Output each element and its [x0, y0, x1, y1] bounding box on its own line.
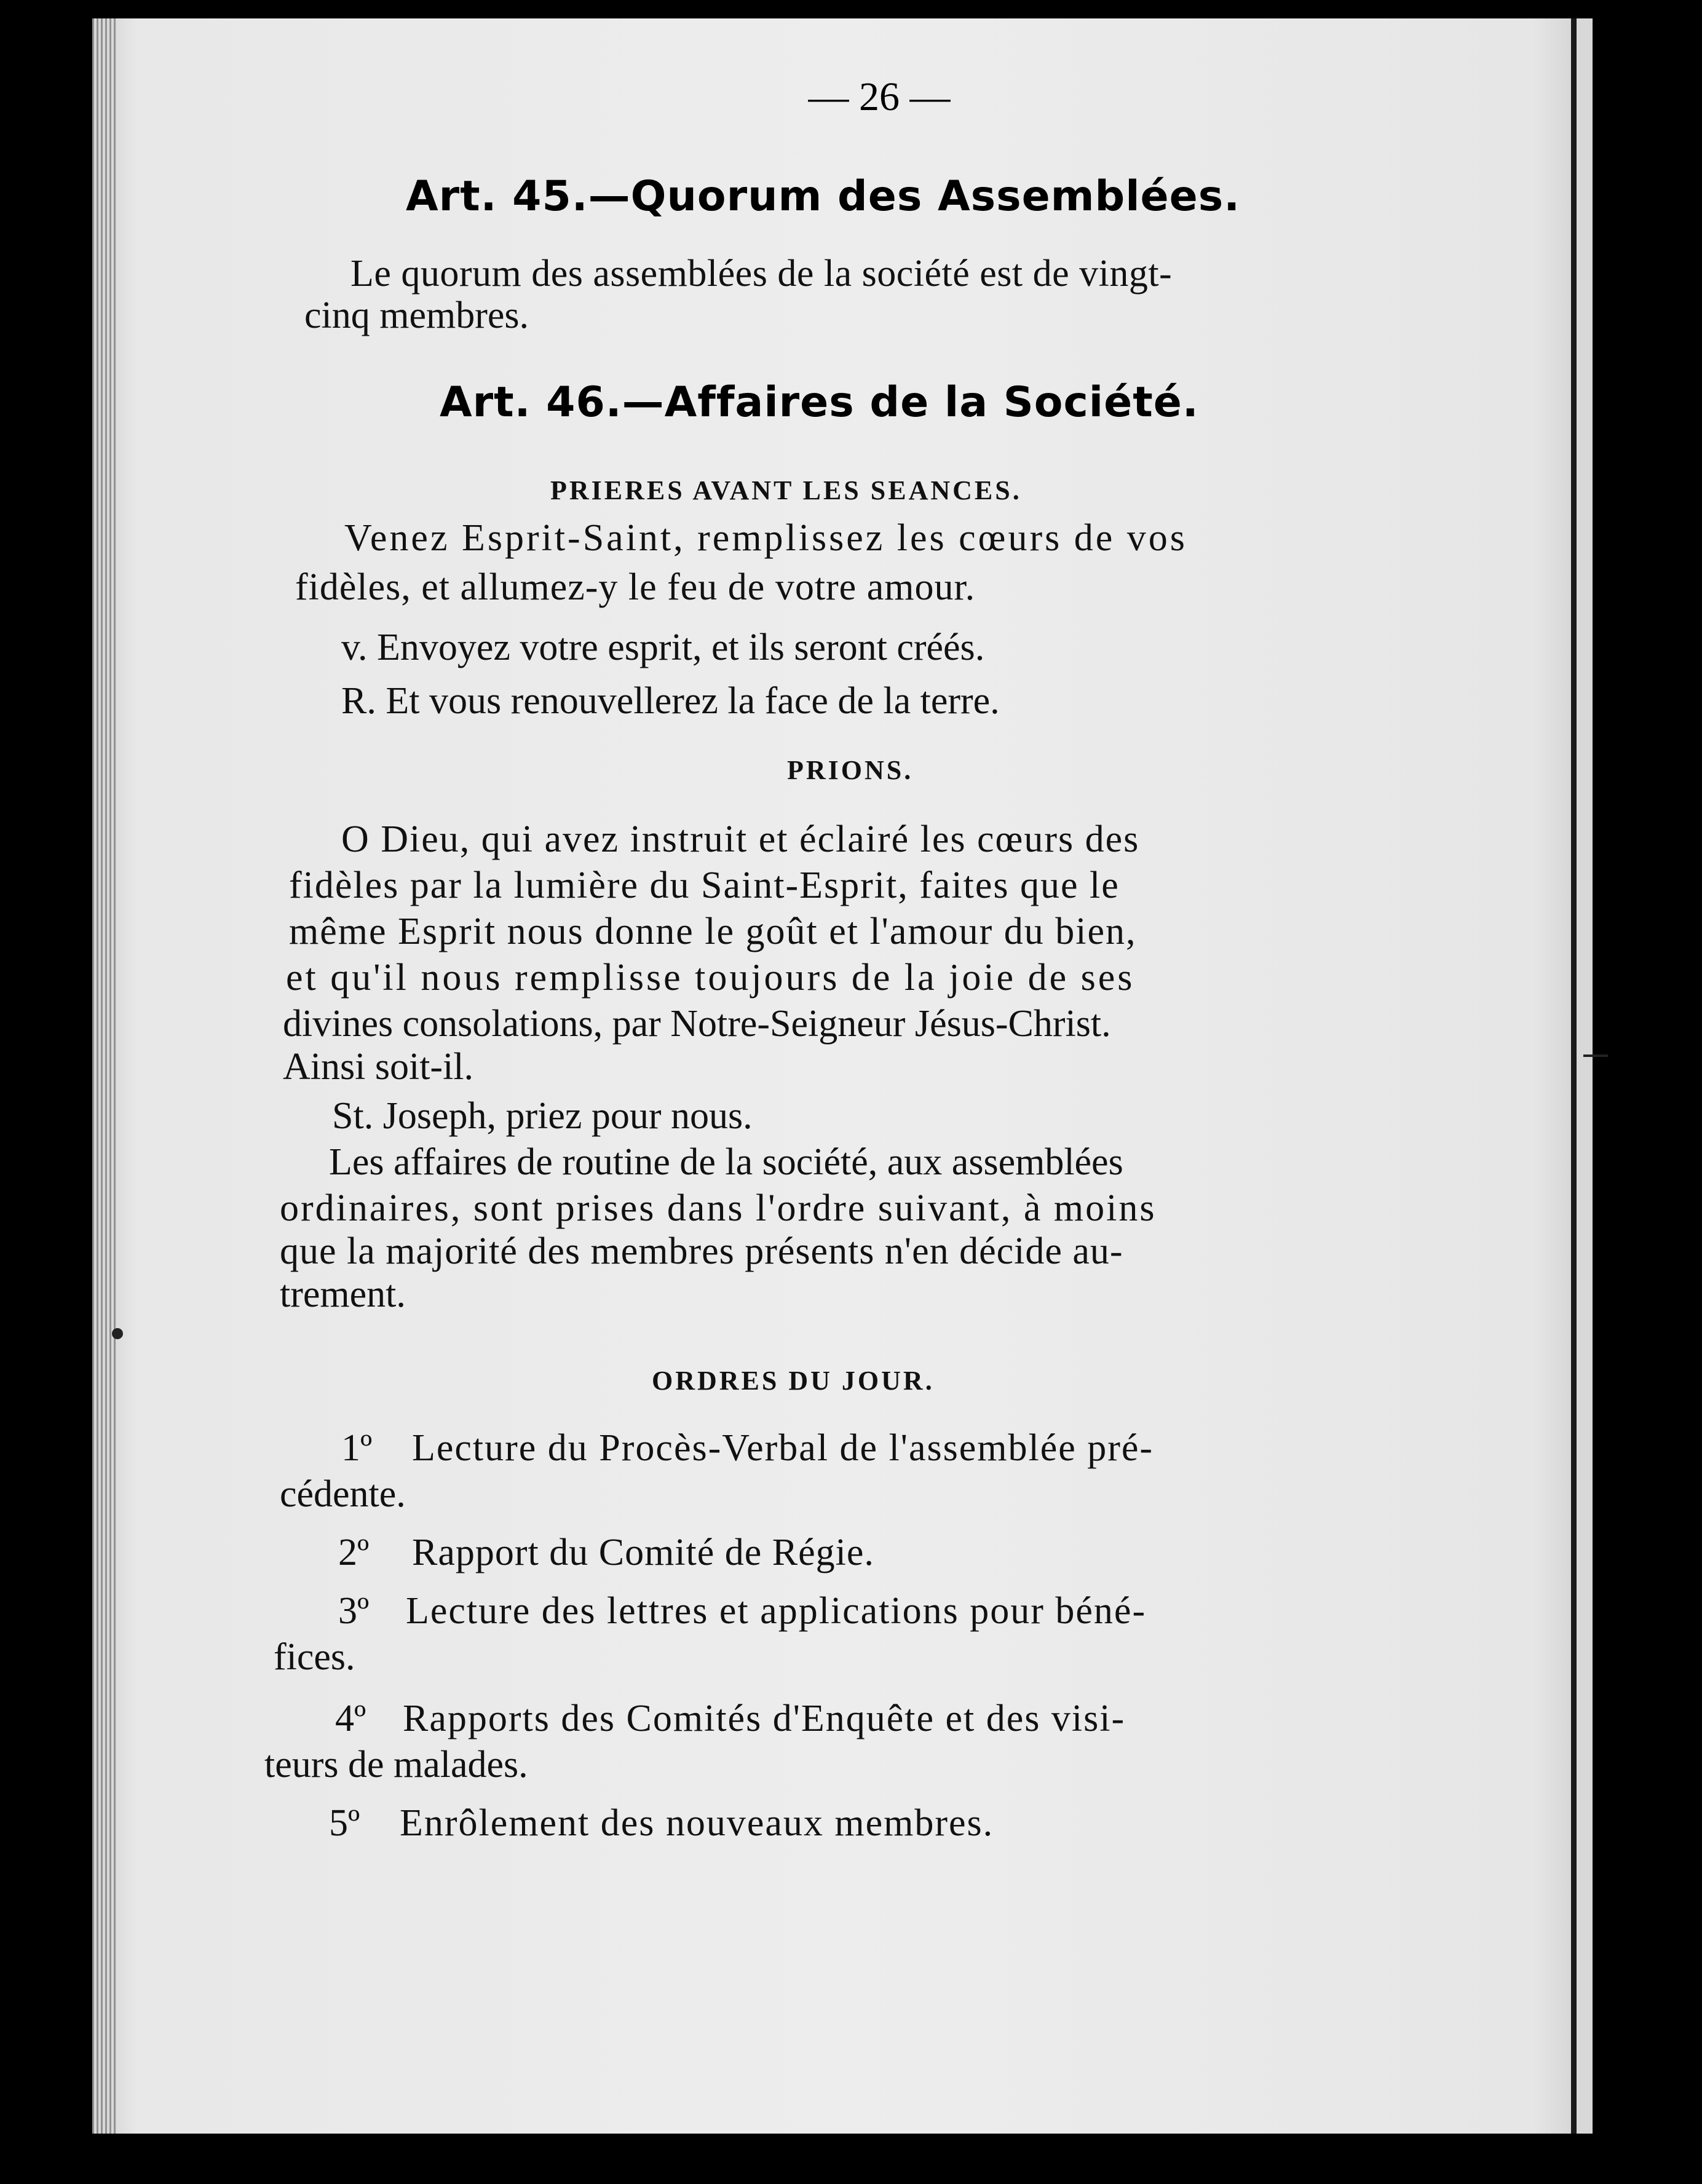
ordre-4-line-2: teurs de malades.	[264, 1744, 528, 1786]
ordre-1-line-2: cédente.	[280, 1473, 406, 1515]
ink-dot	[112, 1328, 123, 1339]
right-gutter	[1577, 18, 1593, 2134]
prions-line-3: même Esprit nous donne le goût et l'amour du bien,	[289, 911, 1137, 952]
page-number: — 26 —	[808, 74, 951, 119]
art45-heading: Art. 45.—Quorum des Assemblées.	[406, 172, 1241, 221]
ordre-2-line-1: Rapport du Comité de Régie.	[412, 1532, 874, 1573]
business-line-4: trement.	[280, 1273, 406, 1315]
ordre-4-line-1: Rapports des Comités d'Enquête et des visi-	[403, 1698, 1126, 1739]
prayer-line-2: fidèles, et allumez-y le feu de votre amour.	[295, 566, 976, 608]
ordre-1-num: 1º	[341, 1427, 373, 1469]
prions-line-2: fidèles par la lumière du Saint-Esprit, faites que le	[289, 865, 1120, 906]
versicle: v. Envoyez votre esprit, et ils seront créés.	[341, 627, 985, 668]
art46-heading: Art. 46.—Affaires de la Société.	[440, 378, 1199, 427]
page-left-edge	[92, 18, 117, 2134]
ordre-3-num: 3º	[338, 1590, 370, 1632]
ordres-title: ORDRES DU JOUR.	[652, 1366, 935, 1396]
art45-line-2: cinq membres.	[304, 295, 529, 336]
ordre-5-num: 5º	[329, 1802, 360, 1844]
ordre-4-num: 4º	[335, 1698, 366, 1739]
ordre-3-line-2: fices.	[274, 1636, 355, 1678]
ordre-1-line-1: Lecture du Procès-Verbal de l'assemblée pré-	[412, 1427, 1154, 1469]
ordre-3-line-1: Lecture des lettres et applications pour béné-	[406, 1590, 1147, 1632]
business-line-1: Les affaires de routine de la société, aux assemblées	[329, 1141, 1123, 1183]
margin-tick	[1583, 1054, 1608, 1057]
ordre-5-line-1: Enrôlement des nouveaux membres.	[400, 1802, 994, 1844]
prions-line-6: Ainsi soit-il.	[283, 1046, 474, 1088]
business-line-2: ordinaires, sont prises dans l'ordre suivant, à moins	[280, 1187, 1157, 1229]
prayer-line-1: Venez Esprit-Saint, remplissez les cœurs de vos	[344, 517, 1187, 559]
prayers-title: PRIERES AVANT LES SEANCES.	[550, 475, 1022, 505]
binding-rule	[1571, 18, 1577, 2134]
prions-title: PRIONS.	[787, 755, 914, 785]
response: R. Et vous renouvellerez la face de la terre.	[341, 680, 1000, 722]
business-line-3: que la majorité des membres présents n'en décide au-	[280, 1230, 1123, 1272]
prions-line-4: et qu'il nous remplisse toujours de la joie de ses	[286, 957, 1135, 999]
st-joseph: St. Joseph, priez pour nous.	[332, 1095, 753, 1137]
prions-line-5: divines consolations, par Notre-Seigneur Jésus-Christ.	[283, 1003, 1111, 1045]
ordre-2-num: 2º	[338, 1532, 370, 1573]
art45-line-1: Le quorum des assemblées de la société est de vingt-	[350, 253, 1173, 295]
prions-line-1: O Dieu, qui avez instruit et éclairé les cœurs des	[341, 818, 1140, 860]
